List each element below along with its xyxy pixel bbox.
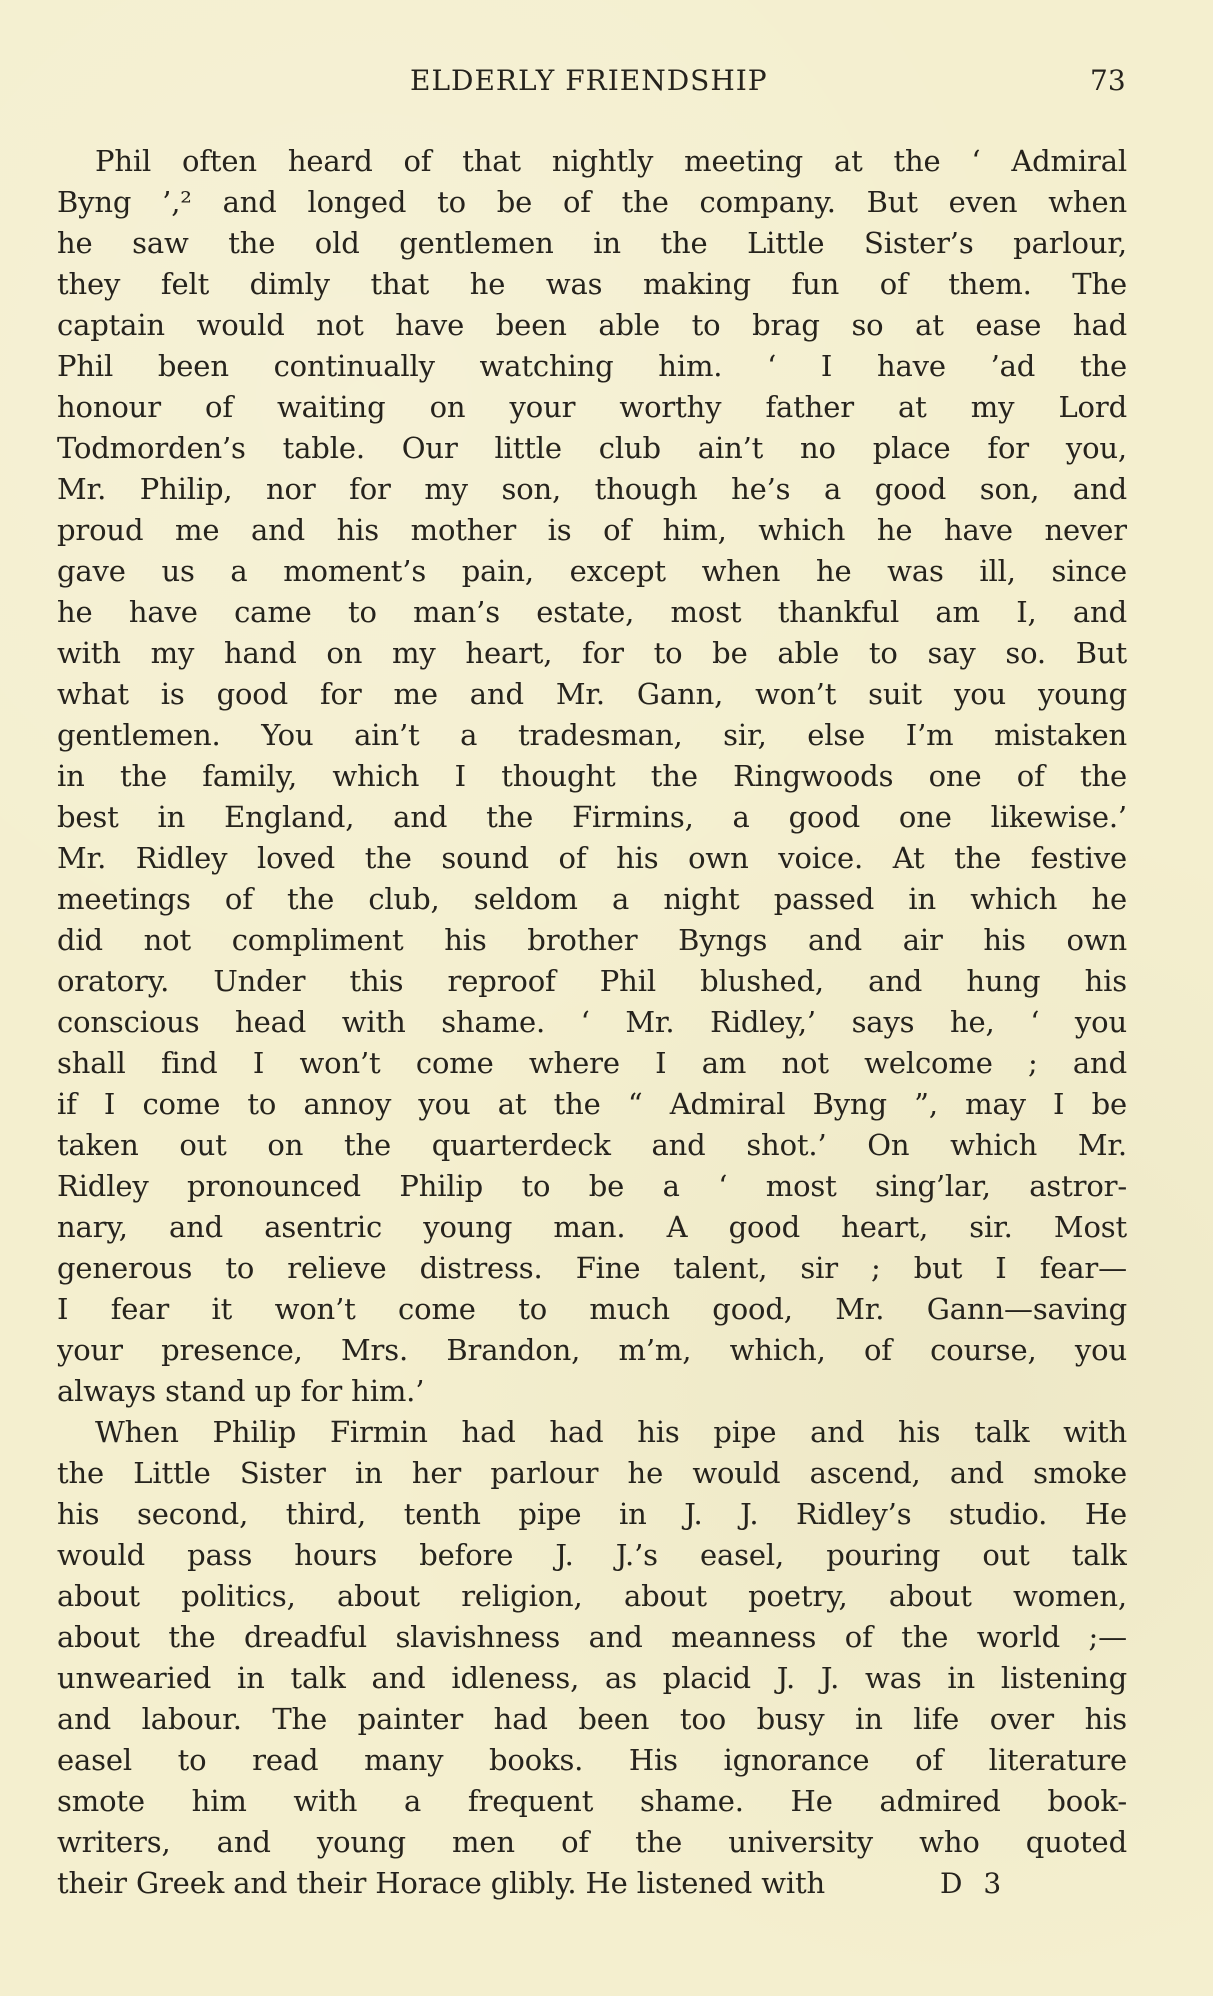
- text-line: Mr. Philip, nor for my son, though he’s a good son, and: [57, 472, 1127, 506]
- text-line: generous to relieve distress. Fine talent, sir ; but I fear—: [57, 1251, 1127, 1285]
- text-line: about the dreadful slavishness and meanness of the world ;—: [57, 1620, 1127, 1654]
- signature-mark: D 3: [940, 1867, 1008, 1900]
- text-line: always stand up for him.’: [57, 1374, 425, 1408]
- text-line: Mr. Ridley loved the sound of his own voice. At the festive: [57, 841, 1127, 875]
- text-line: shall find I won’t come where I am not welcome ; and: [57, 1046, 1127, 1080]
- text-line: writers, and young men of the university who quoted: [57, 1825, 1127, 1859]
- running-head: ELDERLY FRIENDSHIP: [410, 64, 768, 97]
- text-line: Phil often heard of that nightly meeting at the ‘ Admiral: [95, 144, 1127, 178]
- text-line: gentlemen. You ain’t a tradesman, sir, else I’m mistaken: [57, 718, 1127, 752]
- text-line: with my hand on my heart, for to be able to say so. But: [57, 636, 1127, 670]
- text-line: about politics, about religion, about poetry, about women,: [57, 1579, 1127, 1613]
- text-line: their Greek and their Horace glibly. He listened with: [57, 1866, 826, 1900]
- text-line: if I come to annoy you at the “ Admiral Byng ”, may I be: [57, 1087, 1127, 1121]
- body-text: [57, 141, 1127, 1904]
- text-line: honour of waiting on your worthy father at my Lord: [57, 390, 1127, 424]
- text-line: they felt dimly that he was making fun of them. The: [57, 267, 1127, 301]
- text-line: Byng ’,² and longed to be of the company. But even when: [57, 185, 1127, 219]
- text-line: did not compliment his brother Byngs and air his own: [57, 923, 1127, 957]
- text-line: unwearied in talk and idleness, as placid J. J. was in listening: [57, 1661, 1127, 1695]
- text-line: When Philip Firmin had had his pipe and his talk with: [95, 1415, 1127, 1449]
- text-line: meetings of the club, seldom a night passed in which he: [57, 882, 1127, 916]
- text-line: and labour. The painter had been too busy in life over his: [57, 1702, 1127, 1736]
- text-line: your presence, Mrs. Brandon, m’m, which, of course, you: [57, 1333, 1127, 1367]
- text-line: would pass hours before J. J.’s easel, pouring out talk: [57, 1538, 1127, 1572]
- text-line: Phil been continually watching him. ‘ I have ’ad the: [57, 349, 1127, 383]
- text-line: Ridley pronounced Philip to be a ‘ most sing’lar, astror-: [57, 1169, 1127, 1203]
- text-line: oratory. Under this reproof Phil blushed, and hung his: [57, 964, 1127, 998]
- text-line: Todmorden’s table. Our little club ain’t no place for you,: [57, 431, 1127, 465]
- page-number: 73: [1090, 64, 1126, 97]
- text-line: his second, third, tenth pipe in J. J. Ridley’s studio. He: [57, 1497, 1127, 1531]
- text-line: the Little Sister in her parlour he would ascend, and smoke: [57, 1456, 1127, 1490]
- text-line: conscious head with shame. ‘ Mr. Ridley,’ says he, ‘ you: [57, 1005, 1127, 1039]
- text-line: captain would not have been able to brag so at ease had: [57, 308, 1127, 342]
- text-line: nary, and asentric young man. A good heart, sir. Most: [57, 1210, 1127, 1244]
- text-line: I fear it won’t come to much good, Mr. Gann—saving: [57, 1292, 1127, 1326]
- text-line: in the family, which I thought the Ringwoods one of the: [57, 759, 1127, 793]
- text-line: he saw the old gentlemen in the Little Sister’s parlour,: [57, 226, 1127, 260]
- text-line: best in England, and the Firmins, a good one likewise.’: [57, 800, 1127, 834]
- text-line: he have came to man’s estate, most thankful am I, and: [57, 595, 1127, 629]
- text-line: taken out on the quarterdeck and shot.’ On which Mr.: [57, 1128, 1127, 1162]
- text-line: gave us a moment’s pain, except when he was ill, since: [57, 554, 1127, 588]
- text-line: easel to read many books. His ignorance of literature: [57, 1743, 1127, 1777]
- text-line: what is good for me and Mr. Gann, won’t suit you young: [57, 677, 1127, 711]
- text-line: smote him with a frequent shame. He admired book-: [57, 1784, 1127, 1818]
- text-line: proud me and his mother is of him, which he have never: [57, 513, 1127, 547]
